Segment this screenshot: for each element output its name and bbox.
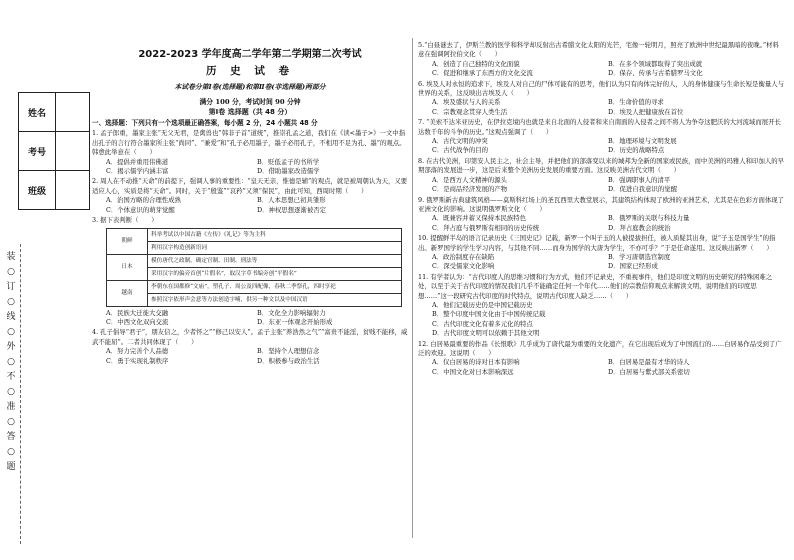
- option-a[interactable]: A．民族大迁徙大交融: [106, 308, 169, 317]
- left-column: [92, 36, 408, 366]
- question-text: 11. 有学者认为：“古代印度人的思维习惯和行为方式，他们不记录史，不重视事件，他们是印度文明的历史研究的特殊困难之处，以至于关于古代印度的情况我们几乎不能确定任何一个年代……他们的宗教信仰观点来解读文明，说明他们的印度思想……”这一段研究古代印度的时代特点，说明古代印度人缺乏……（ ）: [418, 272, 773, 300]
- option-b[interactable]: B．强调职事人的清平: [608, 175, 671, 184]
- option-b[interactable]: B．贬低孟子的书所学: [257, 157, 320, 166]
- table-row: [107, 254, 402, 267]
- option-c[interactable]: C．古代战争的目的: [432, 146, 489, 155]
- option-c[interactable]: C．拜占庭与俄罗斯有相同的历史传统: [432, 223, 540, 232]
- right-column: [418, 40, 784, 377]
- option-d[interactable]: D．保存、传承与古希腊罗马文化: [608, 69, 703, 78]
- option-a[interactable]: A．政治制度存在缺陷: [432, 252, 495, 261]
- question-options: [418, 98, 784, 117]
- option-d[interactable]: D．古代印度文明可以依赖于其他文明: [432, 329, 540, 338]
- question-8: [418, 157, 784, 195]
- table-row: [107, 293, 402, 306]
- option-d[interactable]: D．神权思想逐渐被否定: [257, 205, 327, 214]
- exam-number-field[interactable]: [56, 132, 90, 171]
- table-cell: 模仿唐代之政制，确定官制、田制、刑法等: [148, 254, 402, 267]
- option-c[interactable]: C．中西文化双向交流: [106, 317, 169, 326]
- exam-structure-note: 本试卷分第Ⅰ卷(选择题)和第Ⅱ卷(非选择题)两部分: [174, 82, 326, 91]
- option-a[interactable]: A．提倡并重用伟佛道: [106, 157, 169, 166]
- section-instruction: 一、选择题：下列只有一个选项最正确答案，每小题 2 分，24 小题共 48 分: [92, 119, 318, 128]
- option-a[interactable]: A．创造了自己独特的文化面貌: [432, 59, 520, 68]
- question-options: [92, 158, 408, 177]
- option-d[interactable]: D．拜占庭教会的统治: [608, 223, 671, 232]
- question-options: [92, 196, 408, 215]
- question-6: [418, 80, 784, 118]
- question-text: 12. 白居易最重要的作品《长恨歌》几乎成为了唐代最为重要的文化遗产，在它出现后成为了中国流行的……白居易作品受到了广泛的欢迎。这说明（ ）: [418, 339, 782, 357]
- class-field[interactable]: [56, 171, 90, 210]
- question-3: [92, 216, 408, 327]
- option-a[interactable]: A．既兼容并蓄又保持本民族特色: [432, 214, 527, 223]
- table-cell: 利用汉字构造创新语词: [148, 241, 402, 254]
- option-d[interactable]: D．积极参与政治生活: [257, 356, 320, 365]
- question-2: [92, 177, 408, 215]
- option-b[interactable]: B．白居易是最有才华的诗人: [608, 358, 690, 367]
- table-cell: 李朝东在国都修“文庙”，塑孔子、周公及四配像，春秋二季祭孔，四时享祀: [148, 280, 402, 293]
- option-d[interactable]: D．国家已经形成: [608, 262, 658, 271]
- option-c[interactable]: C．宗教观念贯穿人类生活: [432, 107, 508, 116]
- culture-table: [106, 228, 402, 307]
- option-c[interactable]: C．古代印度文化有着多元化的特点: [432, 319, 533, 328]
- option-d[interactable]: D．借助墨家改造儒学: [257, 167, 320, 176]
- question-text: 1. 孟子郎重，墨家主张“无父无君，是禽兽也”韩非子首“道统”，推崇孔孟之道，我们在《读<墨子>》一文中指出孔子的言行符合墨家所主张“尚同”、“兼爱”和“孔子必用墨子，墨子必用孔子，不相用不足为孔、墨”的观点。韩愈此举意在（ ）: [92, 129, 406, 157]
- country-cell: 日本: [107, 254, 148, 280]
- option-c[interactable]: C．促进和继承了东西方的文化交流: [432, 69, 533, 78]
- option-b[interactable]: B．俄罗斯的关联与科技力量: [608, 214, 690, 223]
- option-b[interactable]: B．生命价值的寻求: [608, 98, 664, 107]
- option-c[interactable]: C．勇于实现礼制秩序: [106, 356, 169, 365]
- question-text: 9. 俄罗斯新古典建筑风格——莫斯科红场上的圣瓦西里大教堂展示，其建筑结构体现了欧洲的亚洲艺术，尤其是在色彩方面体现了亚洲文化的影响。这说明俄罗斯文化（ ）: [418, 195, 785, 213]
- student-info-box: [18, 92, 90, 210]
- option-a[interactable]: A．治国方略的合理性成熟: [106, 196, 181, 205]
- option-b[interactable]: B．地理环境与文明发展: [608, 137, 677, 146]
- question-text: 3. 据下表判断（ ）: [92, 216, 158, 225]
- binding-line: [20, 244, 21, 544]
- table-cell: 科举考试以中国古籍《左传》《礼记》等为主科: [148, 228, 402, 241]
- question-options: [418, 301, 784, 339]
- question-options: [418, 60, 784, 79]
- option-b[interactable]: B．文化全力影响辐射力: [257, 308, 326, 317]
- option-a[interactable]: A．仅白居易的诗对日本有影响: [432, 358, 520, 367]
- class-label: 班级: [19, 171, 56, 210]
- question-text: 4. 孔子倡导“君子”，朋友信之，少者怀之”“修己以安人”。孟子主张“养浩然之气”“富贵不能淫，贫贱不能移，威武不能屈”。二者共同体现了（ ）: [92, 328, 408, 346]
- option-a[interactable]: A．古代文明的冲突: [432, 137, 488, 146]
- option-b[interactable]: B．坚持个人理想信念: [257, 347, 320, 356]
- option-b[interactable]: B．整个印度中国文化由于中国传统记载: [432, 310, 546, 319]
- question-options: [92, 347, 408, 366]
- binding-warning: 装○订○线○外○不○准○答○题: [6, 252, 16, 472]
- question-options: [418, 137, 784, 156]
- option-c[interactable]: C．中国文化对日本影响深远: [432, 367, 514, 376]
- option-b[interactable]: B．人本思想已初具雏形: [257, 196, 326, 205]
- part-one-heading: 第Ⅰ卷 选择题（共 48 分）: [208, 107, 292, 116]
- option-a[interactable]: A．是西方人文精神的源头: [432, 175, 507, 184]
- question-11: [418, 273, 784, 339]
- question-7: [418, 118, 784, 156]
- table-row: [107, 241, 402, 254]
- option-c[interactable]: C．深受儒家文化影响: [432, 262, 495, 271]
- question-text: 7. “美索不达米亚历史，在伊拉克境内也就是来自北面的人侵者和来自南面的入侵者之间不将人为争夺这肥沃的大河流域而展开长达数千年的斗争的历史。”这观点强调了（ ）: [418, 118, 781, 136]
- question-5: [418, 41, 784, 79]
- question-4: [92, 328, 408, 366]
- option-c[interactable]: C．揭示儒学内涵丰富: [106, 167, 169, 176]
- question-text: 6. 埃及人对永恒的追求下，埃及人对自己的尸体可能有的思考，他们认为只有肉体完好的人，人的身体健康与生命长短是衡量人与世界的关系，这反映出古埃及人（ ）: [418, 79, 785, 98]
- question-12: [418, 340, 784, 378]
- question-9: [418, 196, 784, 234]
- option-c[interactable]: C．是商品经济发展的产物: [432, 185, 508, 194]
- question-options: [418, 358, 784, 377]
- question-options: [418, 176, 784, 195]
- option-d[interactable]: D．埃及人把健康放在首位: [608, 107, 684, 116]
- exam-number-label: 考号: [19, 132, 56, 171]
- question-10: [418, 234, 784, 272]
- table-cell: 采用汉字的偏旁首创“片假名”，取汉字草书编旁创“平假名”: [148, 267, 402, 280]
- score-time-note: 满分 100 分，考试时间 90 分钟: [199, 98, 301, 107]
- option-d[interactable]: D．东亚一体观念开始形成: [257, 317, 333, 326]
- name-label: 姓名: [19, 93, 56, 132]
- option-a[interactable]: A．埃及盛状与人的关系: [432, 98, 501, 107]
- table-cell: 参照汉字依形声会意等方法创造字喃，供另一种文以及中国汉语: [148, 293, 402, 306]
- exam-title: 2022-2023 学年度高二学年第二学期第二次考试: [138, 49, 362, 60]
- question-text: 5.“白昼谜去了，伊斯兰教的医学和科学却反射出古希腊文化太阳的光芒，宅像一轮明月，照亮了欧洲中世纪最黑暗的夜晚。”材料意在强调阿拉伯文化（ ）: [418, 41, 779, 59]
- option-b[interactable]: B．学习唐朝选官制度: [608, 252, 671, 261]
- option-a[interactable]: A．努力完善个人品德: [106, 347, 169, 356]
- option-b[interactable]: B．在多个领域都取得了突出成就: [608, 59, 703, 68]
- question-text: 2. 周人在不动推“天命”的前提下，强调人事的重要性：“皇天无亲，惟德是辅”的观点，就是被周朝认为天，又要适应人心，实质是将“天命”。同时，关于“殷鉴”“哀矜”又须“保民”，由此可知，西周时期（ ）: [92, 177, 408, 195]
- table-row: [107, 280, 402, 293]
- table-row: [107, 228, 402, 241]
- question-1: [92, 129, 408, 176]
- option-d[interactable]: D．促进自我意识的觉醒: [608, 185, 678, 194]
- country-cell: 越南: [107, 280, 148, 306]
- question-text: 10. 提醒鲜半岛的语言记录历史《三国史记》记载，新罗一个叫子玉的人被提拔担任，被人质疑其出身，说“子玉是国学生”的指出。新罗国学的学生学习内容，与其他不同……而身为国学的大唐为学生，不亦可乎？”于是任命遂用。这反映出新罗（ ）: [418, 234, 776, 252]
- option-d[interactable]: D．白居易与紫式部关系密切: [608, 367, 690, 376]
- column-divider: [412, 38, 413, 538]
- question-options: [418, 253, 784, 272]
- table-row: [107, 267, 402, 280]
- option-d[interactable]: D．历史的战略特点: [608, 146, 665, 155]
- name-field[interactable]: [56, 93, 90, 132]
- country-cell: 朝鲜: [107, 228, 148, 254]
- question-options: [92, 309, 408, 328]
- option-c[interactable]: C．个体意识的萌芽觉醒: [106, 205, 175, 214]
- option-a[interactable]: A．他们记载历史仍是中国记载历史: [432, 300, 533, 309]
- question-text: 8. 在古代美洲，印第安人民主之，社会主导，并把他们的部落变以来的城邦为全新的国家或民族，而中美洲的玛雅人和印加人的早期部落的发展进一步，这是后来整个美洲历史发展的重要方面。这反映美洲古代文明（ ）: [418, 156, 785, 175]
- question-options: [418, 214, 784, 233]
- exam-subject: 历 史 试 卷: [206, 65, 294, 78]
